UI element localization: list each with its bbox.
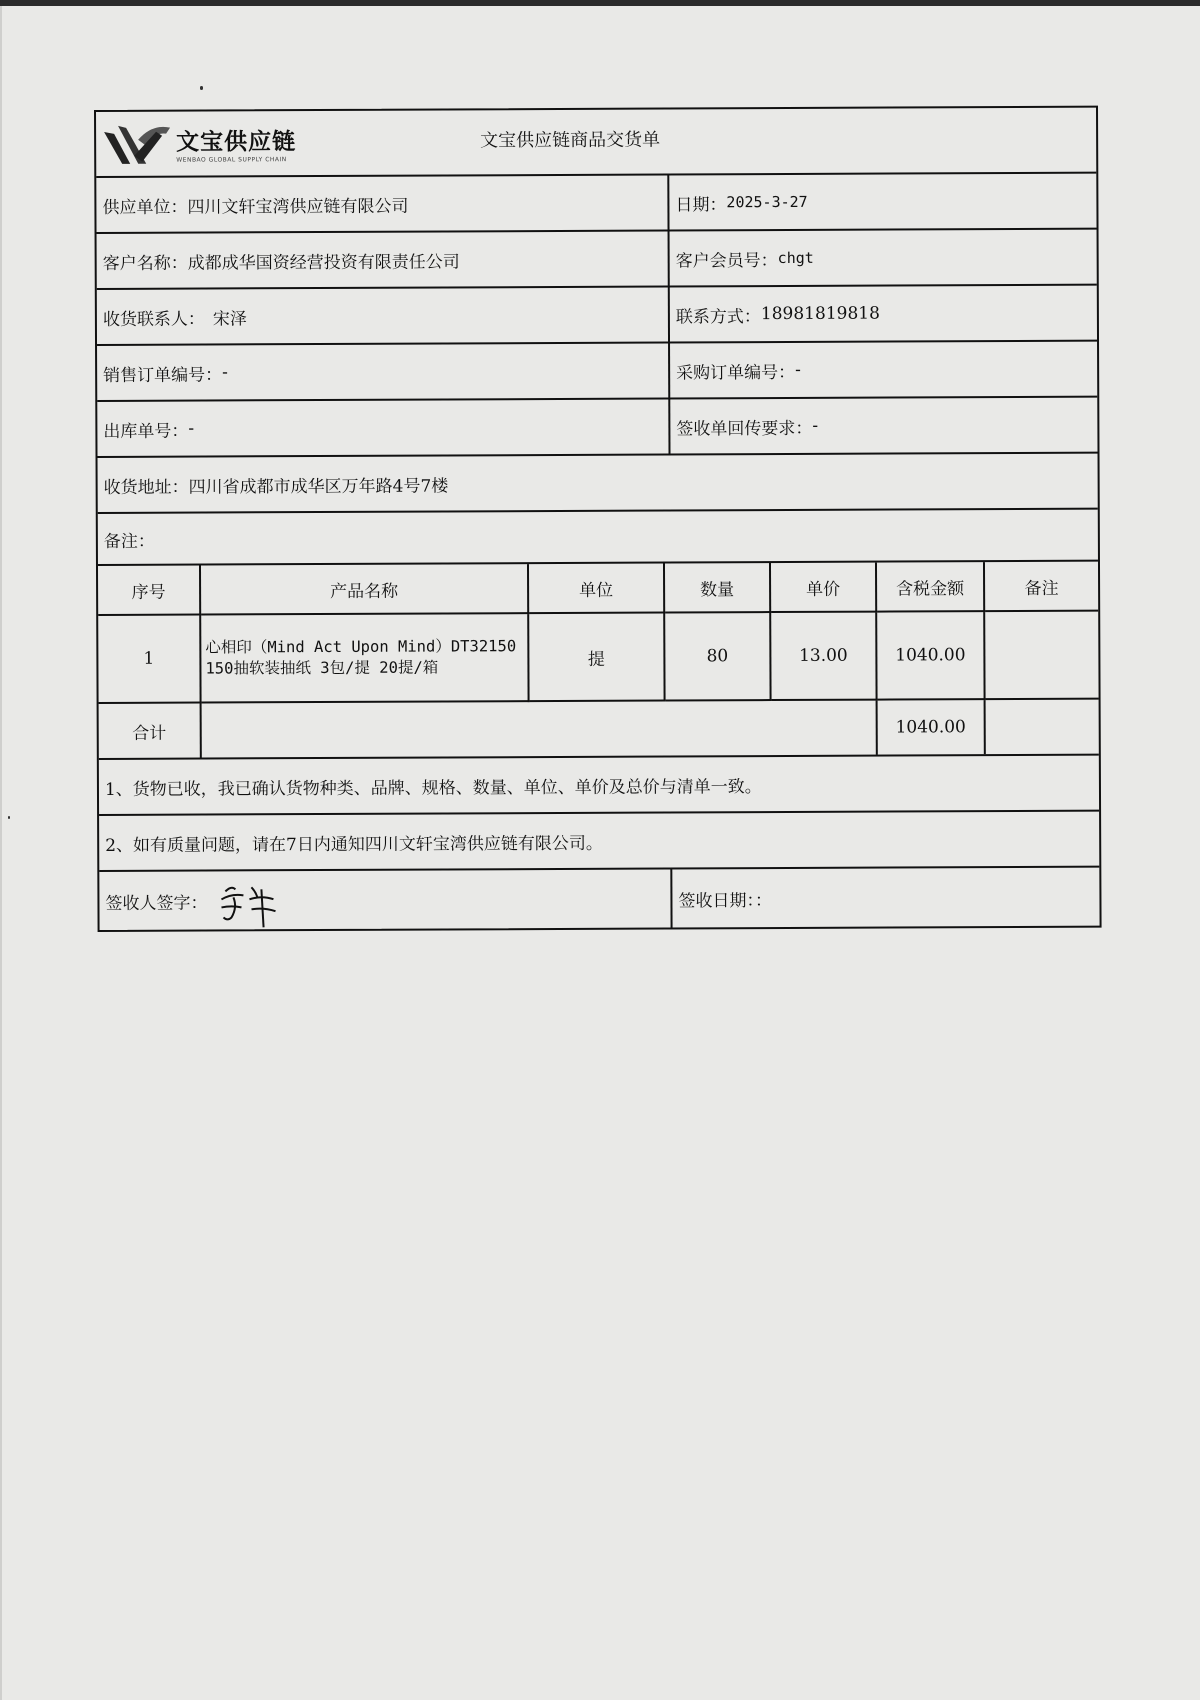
note1-row [99,756,1099,816]
address-value: 四川省成都市成华区万年路4号7楼 [188,475,449,498]
logo-name: 文宝供应链 [176,129,297,156]
total-remark [985,699,1099,754]
header-qty: 数量 [664,563,770,612]
total-row [99,699,1099,758]
member-label: 客户会员号： [675,250,778,271]
sales-order-label: 销售订单编号： [103,364,223,386]
receipt-req-value: - [812,415,819,436]
contact-value: 宋泽 [212,308,247,329]
customer-cell [97,231,670,287]
cell-amount: 1040.00 [876,611,984,699]
document-title: 文宝供应链商品交货单 [480,129,661,152]
customer-label: 客户名称： [102,253,188,274]
header-no: 序号 [98,566,200,615]
sales-order-value: - [222,362,228,383]
company-logo [96,111,350,176]
paper-speck [200,86,203,90]
header-unit: 单位 [528,564,664,614]
purchase-order-label: 采购订单编号： [676,362,796,383]
form-header [96,108,1096,178]
contact-cell [97,287,670,343]
note2: 2、如有质量问题，请在7日内通知四川文轩宝湾供应链有限公司。 [105,833,603,856]
delivery-form [94,106,1102,932]
handwritten-signature [217,877,287,923]
supplier-cell [96,175,669,231]
remark-cell [98,510,1098,564]
header-product: 产品名称 [200,564,528,614]
date-cell [669,174,1096,230]
purchase-order-value: - [795,359,801,380]
customer-row [97,230,1097,290]
outbound-row [97,398,1097,458]
phone-label: 联系方式： [675,306,761,327]
sales-order-cell [97,343,670,399]
member-cell [670,230,1097,286]
total-empty [201,700,877,758]
date-label: 日期： [675,194,727,215]
paper-sheet [0,6,1200,1700]
phone-cell [670,286,1097,342]
table-header-row [98,562,1098,615]
cell-price: 13.00 [770,612,876,700]
items-table [98,562,1099,758]
signature-row [99,868,1099,930]
header-price: 单价 [770,563,876,612]
address-label: 收货地址： [103,477,189,498]
date-value: 2025-3-27 [726,192,808,212]
purchase-order-cell [670,342,1097,398]
member-value: chgt [777,248,814,268]
remark-label: 备注： [103,531,155,552]
sign-date-cell [672,868,1099,928]
total-label: 合计 [99,703,201,758]
order-row [97,342,1097,402]
header-amount: 含税金额 [876,562,984,611]
total-amount: 1040.00 [877,699,985,754]
supplier-label: 供应单位： [102,197,188,218]
items-table-row [98,562,1099,760]
supplier-value: 四川文轩宝湾供应链有限公司 [187,196,409,218]
contact-label: 收货联系人： [102,309,205,330]
signer-label: 签收人签字： [105,893,208,914]
logo-subtitle: WENBAO GLOBAL SUPPLY CHAIN [176,156,287,164]
signer-cell [99,869,672,929]
contact-row [97,286,1097,346]
customer-value: 成都成华国资经营投资有限责任公司 [187,251,460,274]
logo-mark-icon [100,118,174,170]
address-row [98,454,1098,514]
cell-qty: 80 [664,612,770,700]
cell-remark [984,611,1098,699]
outbound-label: 出库单号： [103,421,189,442]
note2-row [99,812,1099,872]
cell-unit: 提 [528,613,664,702]
outbound-value: - [188,418,195,439]
table-row [98,611,1098,703]
cell-no: 1 [98,615,200,703]
paper-speck [8,816,10,819]
outbound-cell [97,399,670,455]
sign-date-label: 签收日期：： [678,890,772,911]
receipt-req-cell [670,398,1097,454]
remark-row [98,510,1098,566]
header-remark: 备注 [984,562,1098,611]
receipt-req-label: 签收单回传要求： [676,418,813,439]
note1: 1、货物已收，我已确认货物种类、品牌、规格、数量、单位、单价及总价与清单一致。 [104,776,762,800]
address-cell [98,454,1098,512]
cell-product: 心相印（Mind Act Upon Mind）DT32150 150抽软装抽纸 3包/提 20提/箱 [200,613,528,702]
supplier-row [96,174,1096,234]
phone-value: 18981819818 [760,303,880,325]
